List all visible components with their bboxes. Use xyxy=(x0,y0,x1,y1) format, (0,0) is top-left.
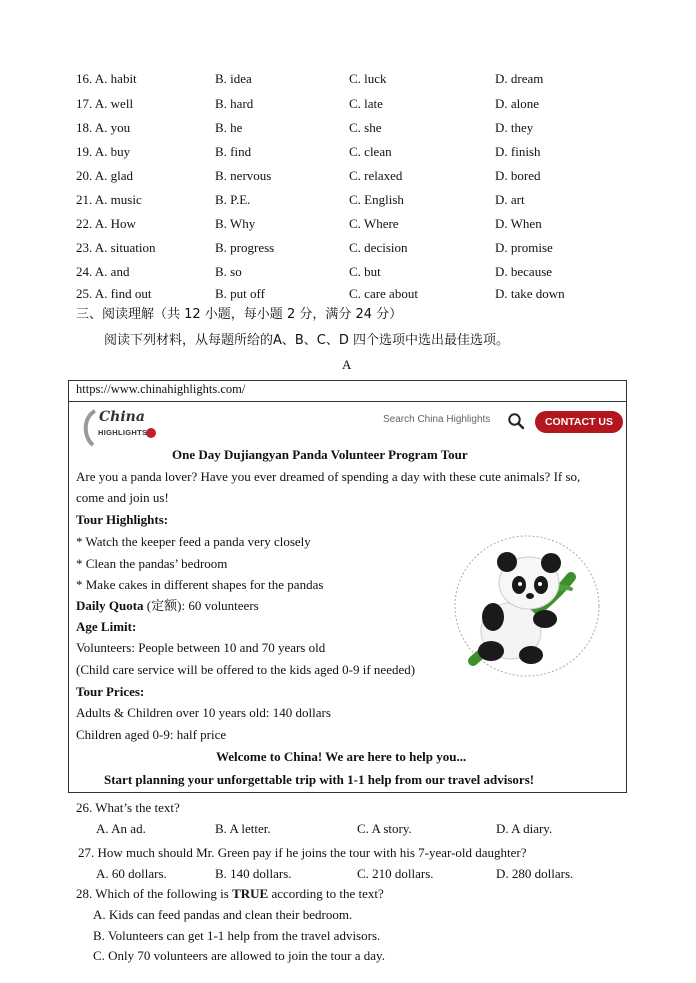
option-row-18 xyxy=(0,118,696,138)
option-a: A. An ad. xyxy=(96,821,146,836)
option-b: B. idea xyxy=(215,71,252,86)
option-a: 20. A. glad xyxy=(76,168,134,183)
highlight-item: * Clean the pandas’ bedroom xyxy=(76,556,228,571)
option-b: B. P.E. xyxy=(215,192,251,207)
passage-label: A xyxy=(342,357,352,372)
option-row-22 xyxy=(0,214,696,234)
q27-stem: 27. How much should Mr. Green pay if he joins the tour with his 7-year-old daughter? xyxy=(78,845,527,860)
option-row-16 xyxy=(0,69,696,89)
q28-stem-post: according to the text? xyxy=(268,886,384,901)
option-b: B. so xyxy=(215,264,242,279)
ad-webpage xyxy=(68,380,627,793)
section-heading: 三、阅读理解（共 12 小题，每小题 2 分，满分 24 分） xyxy=(76,307,403,322)
option-row-23 xyxy=(0,238,696,258)
option-row-25 xyxy=(0,284,696,304)
option-b: B. put off xyxy=(215,286,265,301)
option-row-21 xyxy=(0,190,696,210)
highlight-item: * Watch the keeper feed a panda very closely xyxy=(76,534,311,549)
price-line2: Children aged 0-9: half price xyxy=(76,727,227,742)
q28-stem-pre: 28. Which of the following is xyxy=(76,886,233,901)
option-d: D. When xyxy=(495,216,542,231)
option-d: D. they xyxy=(495,120,534,135)
age-line2: (Child care service will be offered to the kids aged 0-9 if needed) xyxy=(76,662,416,677)
planning-text: Start planning your unforgettable trip with 1-1 help from our travel advisors! xyxy=(104,772,535,787)
highlights-heading: Tour Highlights: xyxy=(76,512,169,527)
option-c: C. decision xyxy=(349,240,408,255)
q28-option-a: A. Kids can feed pandas and clean their bedroom. xyxy=(93,907,353,922)
option-row-17 xyxy=(0,94,696,114)
option-a: 16. A. habit xyxy=(76,71,137,86)
option-a: 17. A. well xyxy=(76,96,134,111)
option-d: D. art xyxy=(495,192,525,207)
age-heading: Age Limit: xyxy=(76,619,137,634)
option-d: D. bored xyxy=(495,168,541,183)
price-line1: Adults & Children over 10 years old: 140 dollars xyxy=(76,705,331,720)
option-row-20 xyxy=(0,166,696,186)
option-c: C. Where xyxy=(349,216,399,231)
q26-options xyxy=(0,819,696,839)
option-b: B. progress xyxy=(215,240,275,255)
option-b: B. he xyxy=(215,120,243,135)
option-b: B. nervous xyxy=(215,168,272,183)
option-c: C. late xyxy=(349,96,383,111)
option-d: D. dream xyxy=(495,71,544,86)
search-icon[interactable] xyxy=(507,412,525,430)
option-c: C. clean xyxy=(349,144,392,159)
option-a: A. 60 dollars. xyxy=(96,866,167,881)
option-a: 22. A. How xyxy=(76,216,136,231)
option-a: 18. A. you xyxy=(76,120,131,135)
option-row-19 xyxy=(0,142,696,162)
quota-label: Daily Quota xyxy=(76,598,144,613)
option-c: C. care about xyxy=(349,286,418,301)
option-c: C. she xyxy=(349,120,382,135)
option-d: D. 280 dollars. xyxy=(496,866,574,881)
option-a: 24. A. and xyxy=(76,264,130,279)
option-b: B. 140 dollars. xyxy=(215,866,292,881)
daily-quota xyxy=(76,596,259,616)
q28-option-c: C. Only 70 volunteers are allowed to join the tour a day. xyxy=(93,948,385,963)
option-c: C. English xyxy=(349,192,404,207)
option-a: 19. A. buy xyxy=(76,144,131,159)
option-c: C. A story. xyxy=(357,821,412,836)
q28-stem xyxy=(76,884,384,904)
option-c: C. but xyxy=(349,264,381,279)
quota-value: (定额): 60 volunteers xyxy=(143,598,259,613)
option-b: B. hard xyxy=(215,96,254,111)
contact-us-button[interactable]: CONTACT US xyxy=(535,411,623,433)
china-highlights-logo[interactable] xyxy=(81,407,161,447)
option-d: D. promise xyxy=(495,240,553,255)
prices-heading: Tour Prices: xyxy=(76,684,145,699)
ad-intro-line2: come and join us! xyxy=(76,490,169,505)
option-b: B. A letter. xyxy=(215,821,271,836)
ad-intro-line1: Are you a panda lover? Have you ever dreamed of spending a day with these cute animals? If so, xyxy=(76,469,581,484)
option-a: 23. A. situation xyxy=(76,240,156,255)
search-input[interactable]: Search China Highlights xyxy=(383,414,491,425)
option-c: C. 210 dollars. xyxy=(357,866,434,881)
logo-subtext: HIGHLIGHTS xyxy=(98,428,148,437)
option-row-24 xyxy=(0,262,696,282)
age-line1: Volunteers: People between 10 and 70 years old xyxy=(76,640,326,655)
option-d: D. finish xyxy=(495,144,541,159)
option-a: 25. A. find out xyxy=(76,286,152,301)
q28-option-b: B. Volunteers can get 1-1 help from the travel advisors. xyxy=(93,928,381,943)
section-instruction: 阅读下列材料，从每题所给的A、B、C、D 四个选项中选出最佳选项。 xyxy=(104,333,510,348)
option-a: 21. A. music xyxy=(76,192,142,207)
url-text: https://www.chinahighlights.com/ xyxy=(76,382,246,396)
option-d: D. A diary. xyxy=(496,821,553,836)
url-bar xyxy=(69,381,626,402)
option-c: C. luck xyxy=(349,71,387,86)
option-b: B. Why xyxy=(215,216,256,231)
welcome-text: Welcome to China! We are here to help you... xyxy=(216,749,467,764)
q28-stem-bold: TRUE xyxy=(232,886,269,901)
option-d: D. take down xyxy=(495,286,565,301)
option-d: D. because xyxy=(495,264,553,279)
ad-title: One Day Dujiangyan Panda Volunteer Program Tour xyxy=(172,447,468,462)
highlight-item: * Make cakes in different shapes for the pandas xyxy=(76,577,324,592)
option-b: B. find xyxy=(215,144,252,159)
option-d: D. alone xyxy=(495,96,540,111)
q26-stem: 26. What’s the text? xyxy=(76,800,180,815)
option-c: C. relaxed xyxy=(349,168,403,183)
logo-text: China xyxy=(99,409,145,425)
q27-options xyxy=(0,864,696,884)
panda-illustration-icon xyxy=(453,533,601,679)
